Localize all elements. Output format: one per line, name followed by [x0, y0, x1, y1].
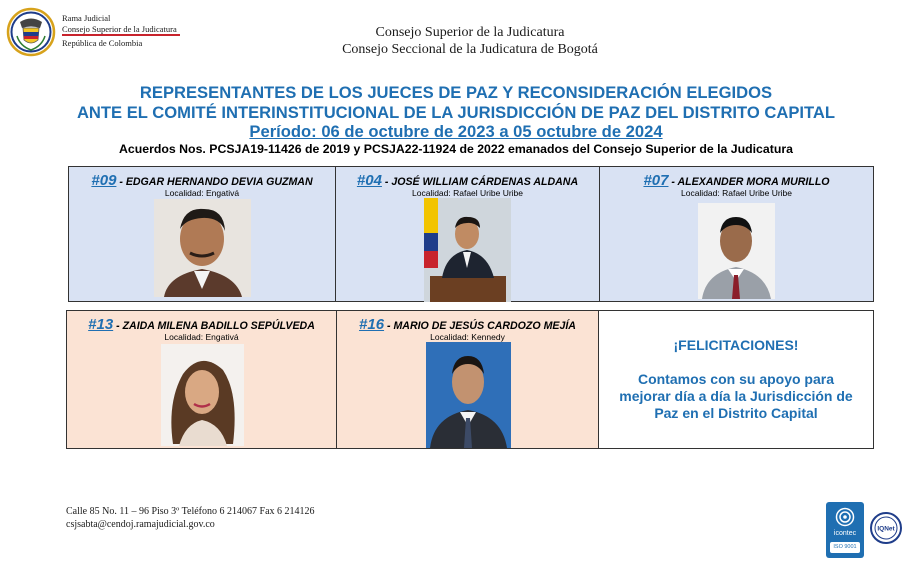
- org-name-consejo: Consejo Superior de la Judicatura: [62, 23, 177, 34]
- council-header: [0, 24, 912, 58]
- representative-photo: [424, 198, 511, 302]
- representative-photo: [161, 344, 244, 446]
- representative-heading: [600, 172, 873, 189]
- representative-number: #04: [356, 172, 382, 189]
- representative-photo: [698, 203, 775, 299]
- congratulations-line-2: mejorar día a día la Jurisdicción de: [619, 388, 853, 404]
- council-line-2: Consejo Seccional de la Judicatura de Bogotá: [342, 42, 598, 57]
- iso-label: ISO 9001: [830, 542, 860, 553]
- representative-card-13: [66, 310, 337, 449]
- representative-photo: [154, 199, 251, 297]
- representative-locality: Localidad: Engativá: [164, 332, 239, 342]
- title-line-1: REPRESENTANTES DE LOS JUECES DE PAZ Y RECONSIDERACIÓN ELEGIDOS: [139, 83, 773, 102]
- org-name-rama: Rama Judicial: [62, 13, 111, 23]
- footer-email: csjsabta@cendoj.ramajudicial.gov.co: [66, 519, 215, 530]
- title-period: Período: 06 de octubre de 2023 a 05 octubre de 2024: [249, 122, 663, 141]
- congratulations-message: [599, 337, 873, 422]
- representative-heading: [67, 316, 336, 333]
- representative-number: #13: [88, 316, 114, 333]
- org-country: República de Colombia: [62, 38, 143, 48]
- iqnet-label: IQNet: [877, 525, 895, 533]
- representative-card-09: [68, 166, 336, 302]
- representative-number: #07: [643, 172, 669, 189]
- iqnet-badge: [870, 512, 902, 544]
- representative-heading: [337, 316, 598, 333]
- representative-heading: [336, 172, 599, 189]
- representative-card-04: [335, 166, 600, 302]
- footer-address: Calle 85 No. 11 – 96 Piso 3º Teléfono 6 214067 Fax 6 214126: [66, 506, 315, 517]
- representative-name: - JOSÉ WILLIAM CÁRDENAS ALDANA: [381, 176, 579, 188]
- council-line-1: Consejo Superior de la Judicatura: [375, 25, 565, 40]
- representative-name: - ZAIDA MILENA BADILLO SEPÚLVEDA: [113, 320, 315, 332]
- representative-locality: Localidad: Rafael Uribe Uribe: [680, 188, 793, 198]
- representative-name: - EDGAR HERNANDO DEVIA GUZMAN: [116, 176, 313, 188]
- representative-heading: [69, 172, 335, 189]
- representative-number: #09: [91, 172, 117, 189]
- agreements-line: Acuerdos Nos. PCSJA19-11426 de 2019 y PCSJA22-11924 de 2022 emanados del Consejo Superior de la Judicatura: [119, 142, 793, 156]
- congratulations-box: [598, 310, 874, 449]
- icontec-label: icontec: [833, 530, 857, 537]
- congratulations-line-3: Paz en el Distrito Capital: [654, 405, 818, 421]
- representative-photo: [426, 342, 511, 448]
- representative-number: #16: [359, 316, 385, 333]
- congratulations-line-1: Contamos con su apoyo para: [637, 371, 835, 387]
- title-line-2: ANTE EL COMITÉ INTERINSTITUCIONAL DE LA JURISDICCIÓN DE PAZ DEL DISTRITO CAPITAL: [76, 102, 836, 122]
- icontec-icon: [835, 507, 855, 527]
- congratulations-heading: ¡FELICITACIONES!: [673, 337, 799, 353]
- representative-locality: Localidad: Engativá: [164, 188, 240, 198]
- footer-contact: [66, 505, 315, 531]
- representative-locality: Localidad: Kennedy: [430, 332, 505, 342]
- icontec-badge: [826, 502, 864, 558]
- representative-name: - MARIO DE JESÚS CARDOZO MEJÍA: [384, 320, 576, 332]
- representative-name: - ALEXANDER MORA MURILLO: [668, 176, 830, 188]
- representative-card-16: [336, 310, 599, 449]
- representative-locality: Localidad: Rafael Uribe Uribe: [411, 188, 524, 198]
- document-title: [0, 83, 912, 142]
- representative-card-07: [599, 166, 874, 302]
